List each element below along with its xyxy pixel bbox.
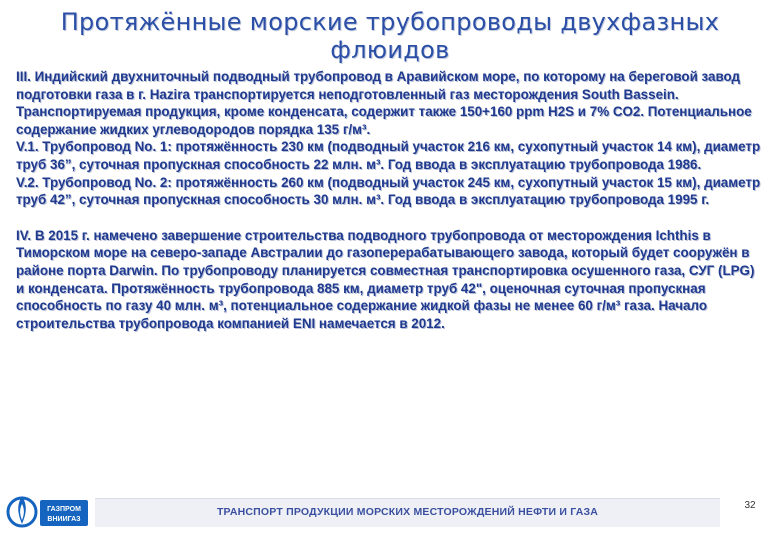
paragraph-indian-pipeline: III. Индийский двухниточный подводный трубопровод в Аравийском море, по которому на береговой завод подготовки газа в г. Hazira транспортируется неподготовленный газ месторождения South Bassein. Транспортируемая продукция, кроме конденсата, содержит также 150+160 ppm H2S и 7% CO2. Потенциальное содержание жидких углеводородов порядка 135 г/м³. — [16, 69, 752, 137]
logo-text-line2: ВНИИГАЗ — [47, 516, 81, 523]
logo-text-line1: ГАЗПРОМ — [47, 506, 81, 513]
paragraph-gap — [16, 209, 766, 227]
gazprom-logo — [6, 484, 90, 536]
gazprom-flame-logo-icon — [6, 484, 90, 536]
slide-body — [16, 68, 766, 332]
slide-title: Протяжённые морские трубопроводы двухфазных флюидов — [60, 8, 720, 64]
paragraph-pipeline-2: V.2. Трубопровод No. 2: протяжённость 260 км (подводный участок 245 км, сухопутный участок 15 км), диаметр труб 42”, суточная пропускная способность 30 млн. м³. Год ввода в эксплуатацию трубопровода 1995 г. — [16, 174, 761, 208]
paragraph-pipeline-1: V.1. Трубопровод No. 1: протяжённость 230 км (подводный участок 216 км, сухопутный участок 14 км), диаметр труб 36”, суточная пропускная способность 22 млн. м³. Год ввода в эксплуатацию трубопровода 1986. — [16, 139, 761, 172]
page-number: 32 — [744, 500, 756, 511]
footer-title: ТРАНСПОРТ ПРОДУКЦИИ МОРСКИХ МЕСТОРОЖДЕНИЙ НЕФТИ И ГАЗА — [216, 506, 599, 518]
paragraph-ichthis-pipeline: IV. В 2015 г. намечено завершение строительства подводного трубопровода от месторождения Ichthis в Тиморском море на северо-западе Австралии до газоперерабатывающего завода, который будет сооружён в районе порта Darwin. По трубопроводу планируется совместная транспортировка осушенного газа, СУГ (LPG) и конденсата. Протяжённость трубопровода 885 км, диаметр труб 42", оценочная суточная пропускная способность по газу 40 млн. м³, потенциальное содержание жидкой фазы не менее 60 г/м³ газа. Начало строительства трубопровода компанией ENI намечается в 2012. — [16, 227, 755, 331]
